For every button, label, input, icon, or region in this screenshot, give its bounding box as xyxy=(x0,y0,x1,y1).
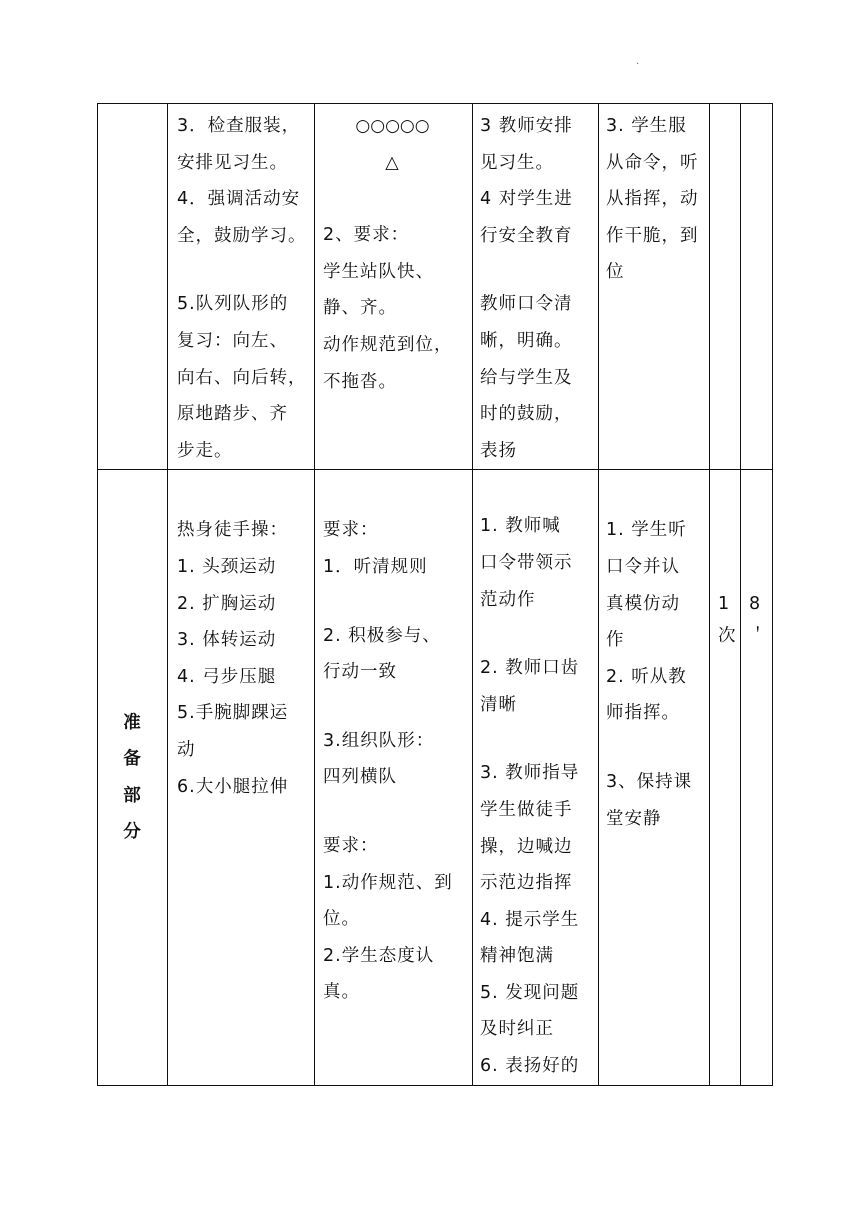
cell-line: 复习：向左、 xyxy=(177,330,288,351)
cell-line: 给与学生及 xyxy=(480,367,573,388)
cell-line: 6. 表扬好的 xyxy=(480,1056,580,1077)
cell-line: 2. 教师口齿 xyxy=(480,658,580,679)
organization-cell xyxy=(315,470,473,1086)
cell-line: 1. 教师喊 xyxy=(480,516,561,537)
duration-cell xyxy=(741,104,773,470)
section-title-char: 部 xyxy=(123,785,142,806)
cell-line: 2. 扩胸运动 xyxy=(177,593,277,614)
cell-line xyxy=(177,254,308,286)
cell-line: 4．强调活动安 xyxy=(177,189,301,210)
cell-line: 5. 发现问题 xyxy=(480,982,580,1003)
cell-line: 2、要求： xyxy=(323,225,410,246)
cell-line: 4. 提示学生 xyxy=(480,909,580,930)
cell-line xyxy=(323,796,466,828)
cell-line: 及时纠正 xyxy=(480,1019,554,1040)
cell-line: 行动一致 xyxy=(323,662,397,683)
table-row xyxy=(98,470,773,1086)
cell-line: 向右、向后转， xyxy=(177,367,307,388)
cell-line xyxy=(480,618,592,650)
formation-triangle: △ xyxy=(385,152,400,173)
cell-line: 晰，明确。 xyxy=(480,330,573,351)
cell-line: 表扬 xyxy=(480,440,517,461)
cell-line xyxy=(480,723,592,755)
cell-line: 6.大小腿拉伸 xyxy=(177,776,289,797)
cell-line: 要求： xyxy=(323,835,379,856)
cell-line: 作干脆，到 xyxy=(606,225,699,246)
duration-value: 8＇ xyxy=(749,594,768,647)
section-cell xyxy=(98,470,168,1086)
section-title-char: 分 xyxy=(123,822,142,843)
cell-line: 静、齐。 xyxy=(323,298,397,319)
student-cell xyxy=(599,104,710,470)
teacher-cell xyxy=(473,470,599,1086)
cell-line: 范动作 xyxy=(480,589,536,610)
content-cell xyxy=(168,470,315,1086)
cell-line: 5.手腕脚踝运 xyxy=(177,703,289,724)
cell-line: 四列横队 xyxy=(323,767,397,788)
cell-line: 4 对学生进 xyxy=(480,189,573,210)
cell-line: 位。 xyxy=(323,909,360,930)
cell-line: 精神饱满 xyxy=(480,946,554,967)
cell-line: 3 教师安排 xyxy=(480,116,573,136)
cell-line: 5.队列队形的 xyxy=(177,294,289,315)
cell-line: 清晰 xyxy=(480,694,517,715)
cell-line: 真模仿动 xyxy=(606,593,680,614)
cell-line: 学生站队快、 xyxy=(323,261,434,282)
duration-cell xyxy=(741,470,773,1086)
cell-line: 3. 学生服 xyxy=(606,116,687,136)
cell-line: 真。 xyxy=(323,982,360,1003)
cell-line: 不拖沓。 xyxy=(323,371,397,392)
section-cell xyxy=(98,104,168,470)
cell-line: 全，鼓励学习。 xyxy=(177,225,307,246)
cell-line: 堂安静 xyxy=(606,808,662,829)
cell-line xyxy=(480,254,592,286)
cell-line xyxy=(606,732,703,764)
teacher-cell xyxy=(473,104,599,470)
section-title-char: 备 xyxy=(123,749,142,770)
cell-line: 口令带领示 xyxy=(480,552,573,573)
cell-line: 3、保持课 xyxy=(606,771,693,792)
cell-line: 3. 体转运动 xyxy=(177,630,277,651)
table-row xyxy=(98,104,773,470)
lesson-plan-table xyxy=(97,103,773,1086)
cell-line: 口令并认 xyxy=(606,556,680,577)
formation-circles: ○○○○○ xyxy=(355,116,430,136)
cell-line: 教师口令清 xyxy=(480,294,573,315)
cell-line: 原地踏步、齐 xyxy=(177,404,288,425)
cell-line: 从指挥，动 xyxy=(606,189,699,210)
cell-line: 热身徒手操： xyxy=(177,520,288,541)
cell-line: 步走。 xyxy=(177,440,233,461)
cell-line: 时的鼓励， xyxy=(480,404,573,425)
cell-line: 2. 积极参与、 xyxy=(323,625,441,646)
times-cell xyxy=(710,470,741,1086)
cell-line: 2.学生态度认 xyxy=(323,945,435,966)
cell-line: 3．检查服装， xyxy=(177,116,301,136)
cell-line: 要求： xyxy=(323,520,379,541)
cell-line: 操，边喊边 xyxy=(480,836,573,857)
cell-line: 见习生。 xyxy=(480,152,554,173)
cell-line: 作 xyxy=(606,630,625,651)
cell-line: 3.组织队形： xyxy=(323,730,435,751)
content-cell xyxy=(168,104,315,470)
cell-line: 学生做徒手 xyxy=(480,799,573,820)
page-marker: . xyxy=(636,56,640,67)
cell-line: 2. 听从教 xyxy=(606,666,687,687)
organization-cell xyxy=(315,104,473,470)
times-value: 次 xyxy=(718,626,737,647)
cell-line: 行安全教育 xyxy=(480,225,573,246)
cell-line xyxy=(323,691,466,723)
student-cell xyxy=(599,470,710,1086)
cell-line: 从命令，听 xyxy=(606,152,699,173)
cell-line: 师指挥。 xyxy=(606,703,680,724)
cell-line: 4. 弓步压腿 xyxy=(177,666,277,687)
cell-line: 1. 头颈运动 xyxy=(177,556,277,577)
section-title-char: 准 xyxy=(123,712,142,733)
cell-line xyxy=(323,586,466,618)
cell-line: 1.动作规范、到 xyxy=(323,872,453,893)
cell-line: 动 xyxy=(177,739,196,760)
times-value: 1 xyxy=(718,594,731,615)
cell-line: 动作规范到位， xyxy=(323,334,453,355)
cell-line: 示范边指挥 xyxy=(480,873,573,894)
cell-line: 位 xyxy=(606,262,625,283)
cell-line: 安排见习生。 xyxy=(177,152,288,173)
cell-line: 3. 教师指导 xyxy=(480,763,580,784)
cell-line: 1．听清规则 xyxy=(323,556,428,577)
cell-line: 1. 学生听 xyxy=(606,520,687,541)
times-cell xyxy=(710,104,741,470)
